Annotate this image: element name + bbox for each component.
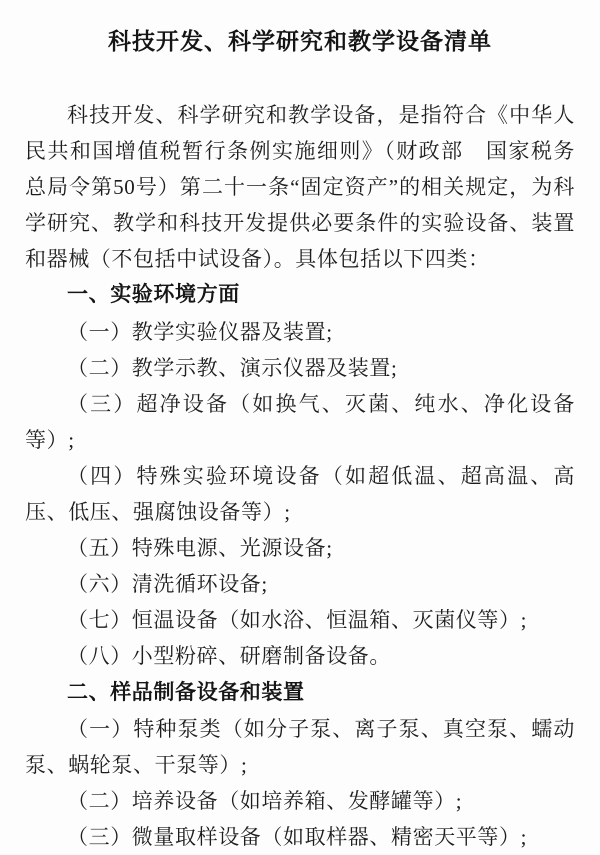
section-2-item-2: （二）培养设备（如培养箱、发酵罐等）; <box>67 788 463 813</box>
section-1-item-4: （四）特殊实验环境设备（如超低温、超高温、高压、低压、强腐蚀设备等）; <box>25 463 575 525</box>
section-1-heading: 一、实验环境方面 <box>67 283 240 307</box>
section-1-item-2: （二）教学示教、演示仪器及装置; <box>67 355 398 380</box>
section-2-item-1: （一）特种泵类（如分子泵、离子泵、真空泵、蠕动泵、蜗轮泵、干泵等）; <box>25 716 575 777</box>
document-title: 科技开发、科学研究和教学设备清单 <box>108 28 492 54</box>
section-1-item-6: （六）清洗循环设备; <box>67 572 268 597</box>
section-1-item-7: （七）恒温设备（如水浴、恒温箱、灭菌仪等）; <box>67 608 528 633</box>
section-1-item-3: （三）超净设备（如换气、灭菌、纯水、净化设备等）; <box>25 391 575 452</box>
section-2-heading: 二、样品制备设备和装置 <box>67 680 305 704</box>
section-1-item-5: （五）特殊电源、光源设备; <box>67 536 333 561</box>
section-1-item-8: （八）小型粉碎、研磨制备设备。 <box>67 644 391 669</box>
intro-paragraph: 科技开发、科学研究和教学设备，是指符合《中华人民共和国增值税暂行条例实施细则》（财政部 国家税务总局令第50号）第二十一条“固定资产”的相关规定，为科学研究、教学和科技开发提供必要条件的实验设备、装置和器械（不包括中试设备）。具体包括以下四类： <box>25 103 575 272</box>
section-2-item-3: （三）微量取样设备（如取样器、精密天平等）; <box>67 824 528 849</box>
section-1-item-1: （一）教学实验仪器及装置; <box>67 319 333 344</box>
